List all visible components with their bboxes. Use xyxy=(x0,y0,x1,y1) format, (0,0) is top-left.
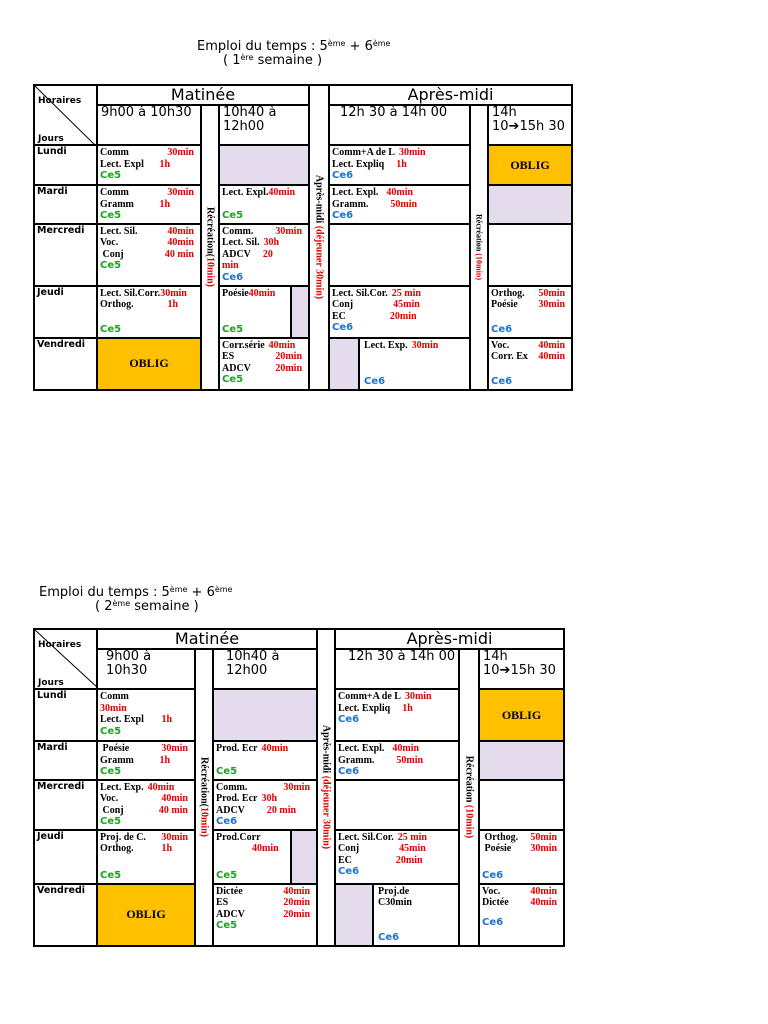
mardi-slot2: Lect. Expl. 40min Ce5 xyxy=(219,185,309,224)
slot-1: 9h00 à 10h30 xyxy=(97,105,201,145)
mercredi-slot3-empty xyxy=(329,224,470,286)
day-mardi: Mardi xyxy=(34,185,97,224)
vendredi-slot1-oblig: OBLIG xyxy=(97,884,195,946)
jeudi-slot3: Lect. Sil.Cor. 25 min Conj 45min EC 20min Ce6 xyxy=(329,286,470,338)
mercredi-slot2: Comm. 30min Prod. Ecr 30h ADCV 20 min Ce6 xyxy=(213,780,317,830)
jours-label: Jours xyxy=(38,134,64,144)
jeudi-slot4: Orthog. 50min Poésie 30min Ce6 xyxy=(479,830,564,884)
mercredi-slot4-empty xyxy=(479,780,564,830)
day-vendredi: Vendredi xyxy=(34,884,97,946)
jeudi-slot2: Prod.Corr 40min Ce5 xyxy=(213,830,317,884)
corner-header xyxy=(34,629,97,689)
slot-2: 10h40 à 12h00 xyxy=(219,105,309,145)
jeudi-slot3: Lect. Sil.Cor. 25 min Conj 45min EC 20min Ce6 xyxy=(335,830,459,884)
mercredi-slot1: Lect. Exp. 40min Voc. 40min Conj 40 min Ce5 xyxy=(97,780,195,830)
slot-3: 12h 30 à 14h 00 xyxy=(335,649,459,689)
vendredi-slot4: Voc. 40min Corr. Ex 40min Ce6 xyxy=(488,338,572,390)
vendredi-slot3: Proj.de C30min Ce6 xyxy=(335,884,459,946)
jours-label: Jours xyxy=(38,678,64,688)
lunch-break-column: Après-midi (déjeuner 30min) xyxy=(309,85,329,390)
vendredi-slot1-oblig: OBLIG xyxy=(97,338,201,390)
day-jeudi: Jeudi xyxy=(34,830,97,884)
mardi-slot4-empty xyxy=(488,185,572,224)
mercredi-slot4-empty xyxy=(488,224,572,286)
day-vendredi: Vendredi xyxy=(34,338,97,390)
recreation-column-1: Récréation(10min) xyxy=(195,649,213,946)
lundi-slot1: Comm 30min Lect. Expl 1h Ce5 xyxy=(97,689,195,741)
lundi-slot4-oblig: OBLIG xyxy=(479,689,564,741)
lundi-slot4-oblig: OBLIG xyxy=(488,145,572,185)
lundi-slot1: Comm 30min Lect. Expl 1h Ce5 xyxy=(97,145,201,185)
vendredi-slot3: Lect. Exp. 30min Ce6 xyxy=(329,338,470,390)
mardi-slot1: Poésie 30min Gramm 1h Ce5 xyxy=(97,741,195,780)
day-mercredi: Mercredi xyxy=(34,224,97,286)
vendredi-slot2: Dictée 40min ES 20min ADCV 20min Ce5 xyxy=(213,884,317,946)
timetable-week1 xyxy=(33,84,573,391)
lundi-slot2-empty xyxy=(213,689,317,741)
week1-heading: Emploi du temps : 5ème + 6ème ( 1ère semaine ) xyxy=(197,39,391,68)
corner-header xyxy=(34,85,97,145)
recreation-column-2: Récréation (10min) xyxy=(459,649,479,946)
mardi-slot1: Comm 30min Gramm 1h Ce5 xyxy=(97,185,201,224)
jeudi-slot1: Lect. Sil.Corr. 30min Orthog. 1h Ce5 xyxy=(97,286,201,338)
jeudi-slot4: Orthog. 50min Poésie 30min Ce6 xyxy=(488,286,572,338)
lundi-slot2-empty xyxy=(219,145,309,185)
horaires-label: Horaires xyxy=(38,640,82,650)
vendredi-slot4: Voc. 40min Dictée 40min Ce6 xyxy=(479,884,564,946)
recreation-column-1: Récréation(10min) xyxy=(201,105,219,390)
vendredi-slot2: Corr.série 40min ES 20min ADCV 20min Ce5 xyxy=(219,338,309,390)
horaires-label: Horaires xyxy=(38,96,82,106)
slot-1: 9h00 à 10h30 xyxy=(97,649,195,689)
jeudi-slot2: Poésie 40min Ce5 xyxy=(219,286,309,338)
matinee-header: Matinée xyxy=(97,85,309,105)
slot-4: 14h 10➔15h 30 xyxy=(488,105,572,145)
apres-midi-header: Après-midi xyxy=(335,629,564,649)
recreation-column-2: Récréation (10min) xyxy=(470,105,488,390)
timetable-week2 xyxy=(33,628,565,947)
mardi-slot2: Prod. Ecr 40min Ce5 xyxy=(213,741,317,780)
slot-2: 10h40 à 12h00 xyxy=(213,649,317,689)
week2-heading: Emploi du temps : 5ème + 6ème ( 2ème semaine ) xyxy=(39,585,233,614)
day-lundi: Lundi xyxy=(34,145,97,185)
mercredi-slot1: Lect. Sil. 40min Voc. 40min Conj 40 min Ce5 xyxy=(97,224,201,286)
mardi-slot4-empty xyxy=(479,741,564,780)
day-mardi: Mardi xyxy=(34,741,97,780)
day-mercredi: Mercredi xyxy=(34,780,97,830)
lundi-slot3: Comm+A de L 30min Lect. Expliq 1h Ce6 xyxy=(335,689,459,741)
jeudi-slot1: Proj. de C. 30min Orthog. 1h Ce5 xyxy=(97,830,195,884)
apres-midi-header: Après-midi xyxy=(329,85,572,105)
lunch-break-column: Après-midi (déjeuner 30min) xyxy=(317,629,335,946)
lundi-slot3: Comm+A de L 30min Lect. Expliq 1h Ce6 xyxy=(329,145,470,185)
matinee-header: Matinée xyxy=(97,629,317,649)
mardi-slot3: Lect. Expl. 40min Gramm. 50min Ce6 xyxy=(329,185,470,224)
slot-4: 14h 10➔15h 30 xyxy=(479,649,564,689)
mardi-slot3: Lect. Expl. 40min Gramm. 50min Ce6 xyxy=(335,741,459,780)
day-jeudi: Jeudi xyxy=(34,286,97,338)
slot-3: 12h 30 à 14h 00 xyxy=(329,105,470,145)
day-lundi: Lundi xyxy=(34,689,97,741)
mercredi-slot2: Comm. 30min Lect. Sil. 30h ADCV 20 min Ce6 xyxy=(219,224,309,286)
mercredi-slot3-empty xyxy=(335,780,459,830)
